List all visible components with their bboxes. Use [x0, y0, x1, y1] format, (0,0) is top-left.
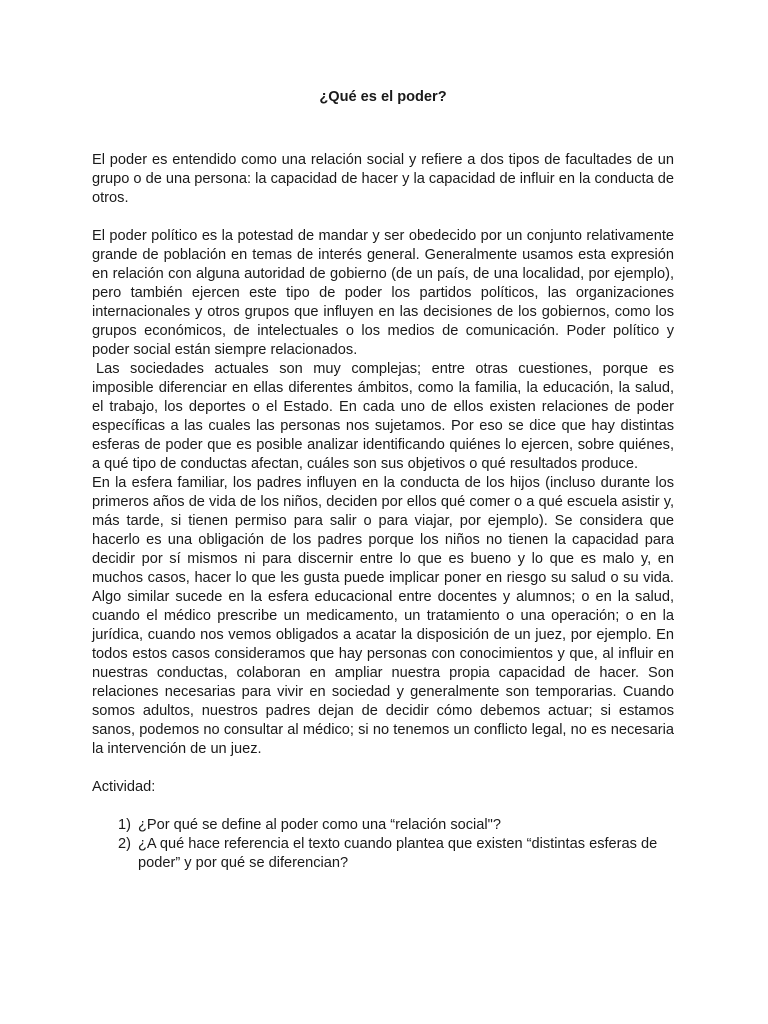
- question-number: 1): [118, 817, 131, 833]
- paragraph-spacer: [92, 759, 674, 778]
- document-page: [92, 88, 674, 873]
- document-title: ¿Qué es el poder?: [319, 89, 447, 105]
- paragraph-family-sphere: En la esfera familiar, los padres influyen en la conducta de los hijos (incluso durante los primeros años de vida de los niños, deciden por ellos qué comer o a qué escuela asistir y, más tarde, si tienen permiso para salir o para viajar, por ejemplo). Se considera que hacerlo es una obligación de los padres porque los niños no tienen la capacidad para decidir por sí mismos ni para discernir entre lo que es bueno y lo que es malo y, en muchos casos, hacer lo que les gusta puede implicar poner en riesgo su salud o su vida. Algo similar sucede en la esfera educacional entre docentes y alumnos; o en la salud, cuando el médico prescribe un medicamento, un tratamiento o una operación; o en la jurídica, cuando nos vemos obligados a acatar la disposición de un juez, por ejemplo. En todos estos casos consideramos que hay personas con conocimientos y que, al influir en nuestras conductas, colaboran en ampliar nuestra propia capacidad de hacer. Son relaciones necesarias para vivir en sociedad y generalmente son temporarias. Cuando somos adultos, nuestros padres dejan de decidir cómo debemos actuar; si estamos sanos, podemos no consultar al médico; si no tenemos un conflicto legal, no es necesaria la intervención de un juez.: [92, 475, 674, 757]
- paragraph-power-definition: El poder es entendido como una relación social y refiere a dos tipos de facultades de un grupo o de una persona: la capacidad de hacer y la capacidad de influir en la conducta de otros.: [92, 152, 674, 206]
- paragraph-political-power: El poder político es la potestad de mandar y ser obedecido por un conjunto relativamente grande de población en temas de interés general. Generalmente usamos esta expresión en relación con alguna autoridad de gobierno (de un país, de una localidad, por ejemplo), pero también ejercen este tipo de poder los partidos políticos, las organizaciones internacionales y otros grupos que influyen en las decisiones de los gobiernos, como los grupos económicos, de intelectuales o los medios de comunicación. Poder político y poder social están siempre relacionados.: [92, 228, 674, 358]
- question-text: ¿A qué hace referencia el texto cuando plantea que existen “distintas esferas de poder” y por qué se diferencian?: [138, 836, 658, 871]
- question-number: 2): [118, 836, 131, 852]
- paragraph-spacer: [92, 797, 674, 816]
- question-text: ¿Por qué se define al poder como una “relación social"?: [138, 817, 501, 833]
- list-item: [118, 816, 674, 835]
- activity-questions-list: [92, 816, 674, 873]
- activity-heading: Actividad:: [92, 779, 156, 795]
- paragraph-power-spheres: Las sociedades actuales son muy complejas; entre otras cuestiones, porque es imposible diferenciar en ellas diferentes ámbitos, como la familia, la educación, la salud, el trabajo, los deportes o el Estado. En cada uno de ellos existen relaciones de poder específicas a las cuales las personas nos sujetamos. Por eso se dice que hay distintas esferas de poder que es posible analizar identificando quiénes lo ejercen, sobre quiénes, a qué tipo de conductas afectan, cuáles son sus objetivos o qué resultados produce.: [92, 361, 674, 472]
- paragraph-spacer: [92, 208, 674, 227]
- list-item: [118, 835, 674, 873]
